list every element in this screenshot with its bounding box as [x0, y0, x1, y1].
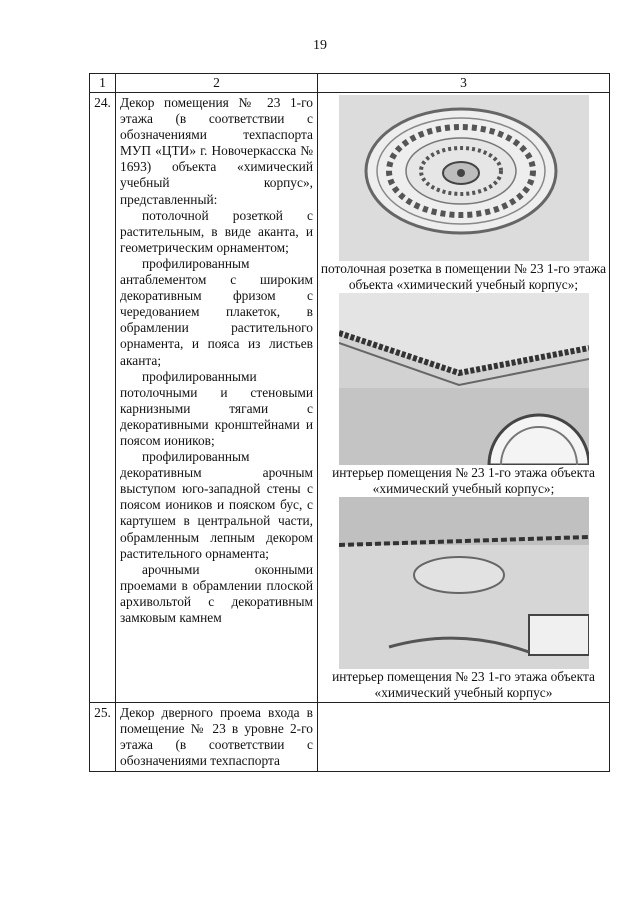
row-photos [318, 93, 610, 703]
photo-caption: потолочная розетка в помещении № 23 1-го этажа объекта «химический учебный корпус»; [320, 261, 607, 293]
row-description [116, 93, 318, 703]
interior-photo [339, 293, 589, 465]
heritage-table [89, 73, 610, 772]
photo-caption: интерьер помещения № 23 1-го этажа объекта «химический учебный корпус» [332, 669, 595, 701]
table-row [90, 93, 610, 703]
row-number: 24. [90, 93, 116, 703]
header-col-2: 2 [116, 74, 318, 93]
header-col-3: 3 [318, 74, 610, 93]
description-item: профилированным антаблементом с широким декоративным фризом с чередованием плакеток, в обрамлении растительного орнамента, и пояса из листьев аканта; [120, 255, 313, 368]
description-item: профилированными потолочными и стеновыми карнизными тягами с декоративными кронштейнами и поясом иоников; [120, 368, 313, 448]
ceiling-rosette-photo [339, 95, 589, 261]
header-col-1: 1 [90, 74, 116, 93]
row-photos [318, 702, 610, 771]
table-header-row [90, 74, 610, 93]
description-item: потолочной розеткой с растительным, в виде аканта, и геометрическим орнаментом; [120, 207, 313, 255]
description-item: профилированным декоративным арочным выступом юго-западной стены с поясом иоников и пояском бус, с картушем в центральной части, обрамленным лепным декором растительного орнамента; [120, 449, 313, 561]
row-number: 25. [90, 702, 116, 771]
description-intro: Декор помещения № 23 1-го этажа (в соответствии с обозначениями техпаспорта МУП «ЦТИ» г. Новочеркасска № 1693) объекта «химический учебный корпус», представленный: [120, 95, 313, 207]
table-row [90, 702, 610, 771]
description-item: арочными оконными проемами в обрамлении плоской архивольтой с декоративным замковым камнем [120, 561, 313, 625]
description-intro: Декор дверного проема входа в помещение № 23 в уровне 2-го этажа (в соответствии с обозначениями техпаспорта [120, 704, 313, 768]
photo-caption: интерьер помещения № 23 1-го этажа объекта «химический учебный корпус»; [332, 465, 595, 497]
page-number: 19 [313, 38, 327, 53]
row-description [116, 702, 318, 771]
interior-photo [339, 497, 589, 669]
